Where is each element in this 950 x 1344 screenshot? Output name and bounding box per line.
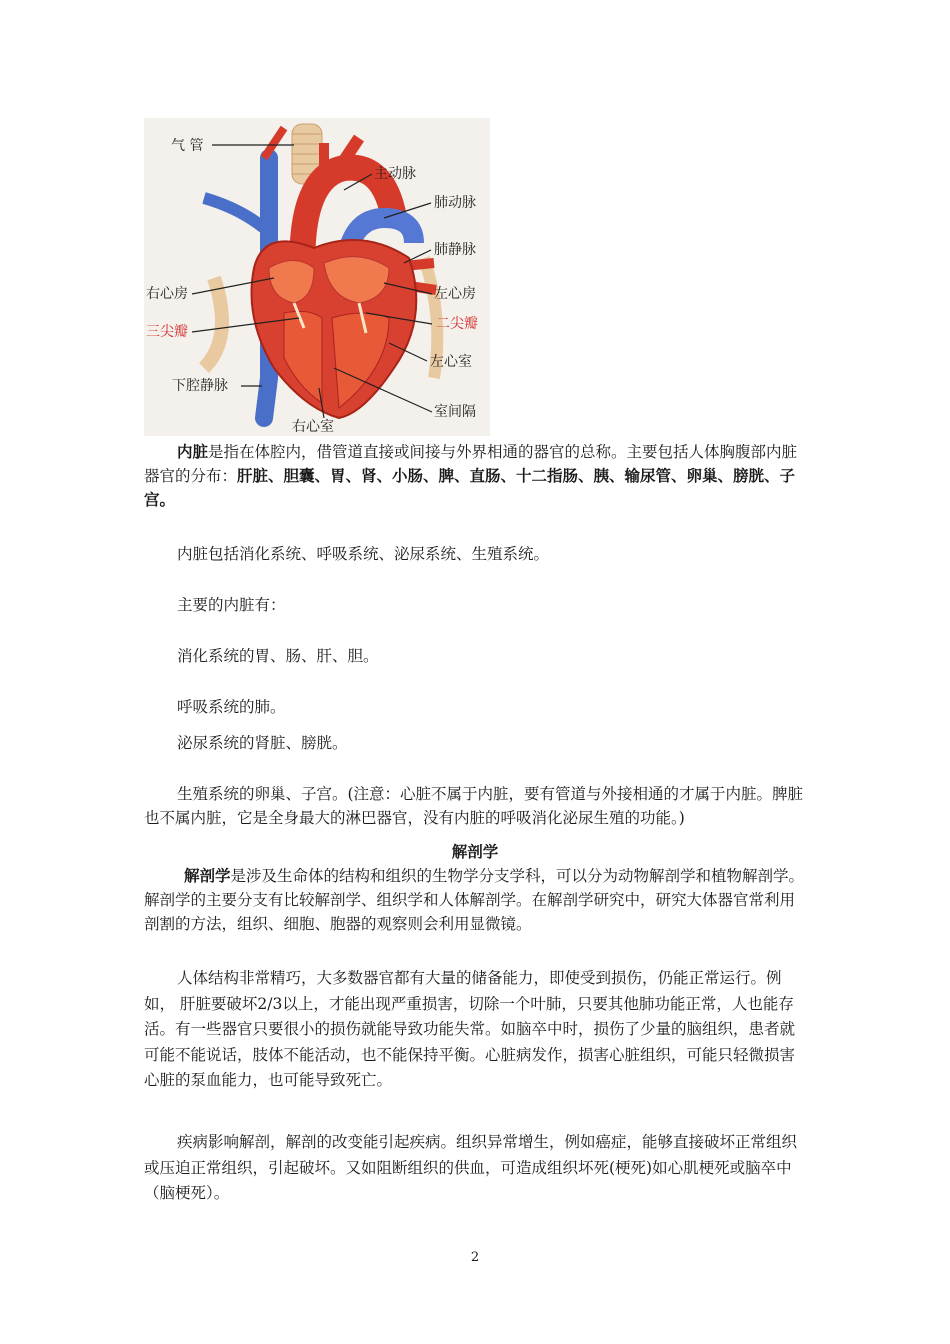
para-digestive — [144, 644, 808, 668]
para5-text: 呼吸系统的肺。 — [177, 698, 286, 716]
label-left-ventricle: 左心室 — [430, 354, 472, 370]
term-viscera: 内脏 — [177, 442, 209, 461]
label-septum: 室间隔 — [434, 404, 476, 420]
para-reproductive — [144, 782, 808, 830]
para3-text: 主要的内脏有： — [177, 596, 286, 614]
label-right-ventricle: 右心室 — [292, 419, 334, 435]
para8-text: 是涉及生命体的结构和组织的生物学分支学科，可以分为动物解剖学和植物解剖学。解剖学的主要分支有比较解剖学、组织学和人体解剖学。在解剖学研究中，研究大体器官常利用剖割的方法，组织、细胞、胞器的观察则会利用显微镜。 — [144, 867, 805, 933]
label-trachea: 气 管 — [171, 138, 204, 154]
organ-list: 肝脏、胆囊、胃、肾、小肠、脾、直肠、十二指肠、胰、输尿管、卵巢、膀胱、子宫。 — [144, 466, 796, 509]
para-anatomy-definition — [144, 864, 808, 936]
para1-text: 是指在体腔内，借管道直接或间接与外界相通的器官的总称。主要包括人体胸腹部内脏器官的分布： — [144, 443, 798, 485]
heart-diagram — [144, 118, 490, 436]
label-right-atrium: 右心房 — [146, 286, 188, 302]
para9-text: 人体结构非常精巧，大多数器官都有大量的储备能力，即使受到损伤，仍能正常运行。例如， 肝脏要破坏2/3以上，才能出现严重损害，切除一个叶肺，只要其他肺功能正常，人也能存活。有一些器官只要很小的损伤就能导致功能失常。如脑卒中时，损伤了少量的脑组织，患者就可能不能说话，肢体不能活动，也不能保持平衡。心脏病发作，损害心脏组织，可能只轻微损害心脏的泵血能力，也可能导致死亡。 — [144, 969, 796, 1089]
label-aorta: 主动脉 — [374, 166, 416, 182]
label-pulmonary-artery: 肺动脉 — [434, 195, 476, 211]
label-tricuspid-valve: 三尖瓣 — [146, 324, 188, 340]
para-respiratory — [144, 695, 808, 719]
para-viscera-definition — [144, 440, 808, 512]
section-title: 解剖学 — [451, 842, 499, 861]
label-pulmonary-vein: 肺静脉 — [434, 242, 476, 258]
label-left-atrium: 左心房 — [434, 286, 476, 302]
label-inferior-vena-cava: 下腔静脉 — [172, 378, 228, 394]
para-disease-anatomy — [144, 1130, 808, 1207]
term-anatomy: 解剖学 — [184, 866, 231, 885]
para-urinary — [144, 731, 808, 755]
para6-text: 泌尿系统的肾脏、膀胱。 — [177, 734, 348, 752]
para2-text: 内脏包括消化系统、呼吸系统、泌尿系统、生殖系统。 — [177, 545, 550, 563]
para-main-viscera — [144, 593, 808, 617]
para10-text: 疾病影响解剖，解剖的改变能引起疾病。组织异常增生，例如癌症，能够直接破坏正常组织或压迫正常组织，引起破坏。又如阻断组织的供血，可造成组织坏死(梗死)如心肌梗死或脑卒中（脑梗死）。 — [144, 1133, 798, 1202]
para-reserve-capacity — [144, 966, 808, 1094]
para-systems — [144, 542, 808, 566]
para4-text: 消化系统的胃、肠、肝、胆。 — [177, 647, 379, 665]
para7-text: 生殖系统的卵巢、子宫。(注意：心脏不属于内脏，要有管道与外接相通的才属于内脏。脾脏也不属内脏，它是全身最大的淋巴器官，没有内脏的呼吸消化泌尿生殖的功能。) — [144, 785, 804, 827]
label-mitral-valve: 二尖瓣 — [436, 316, 478, 332]
page-number: 2 — [470, 1250, 480, 1265]
